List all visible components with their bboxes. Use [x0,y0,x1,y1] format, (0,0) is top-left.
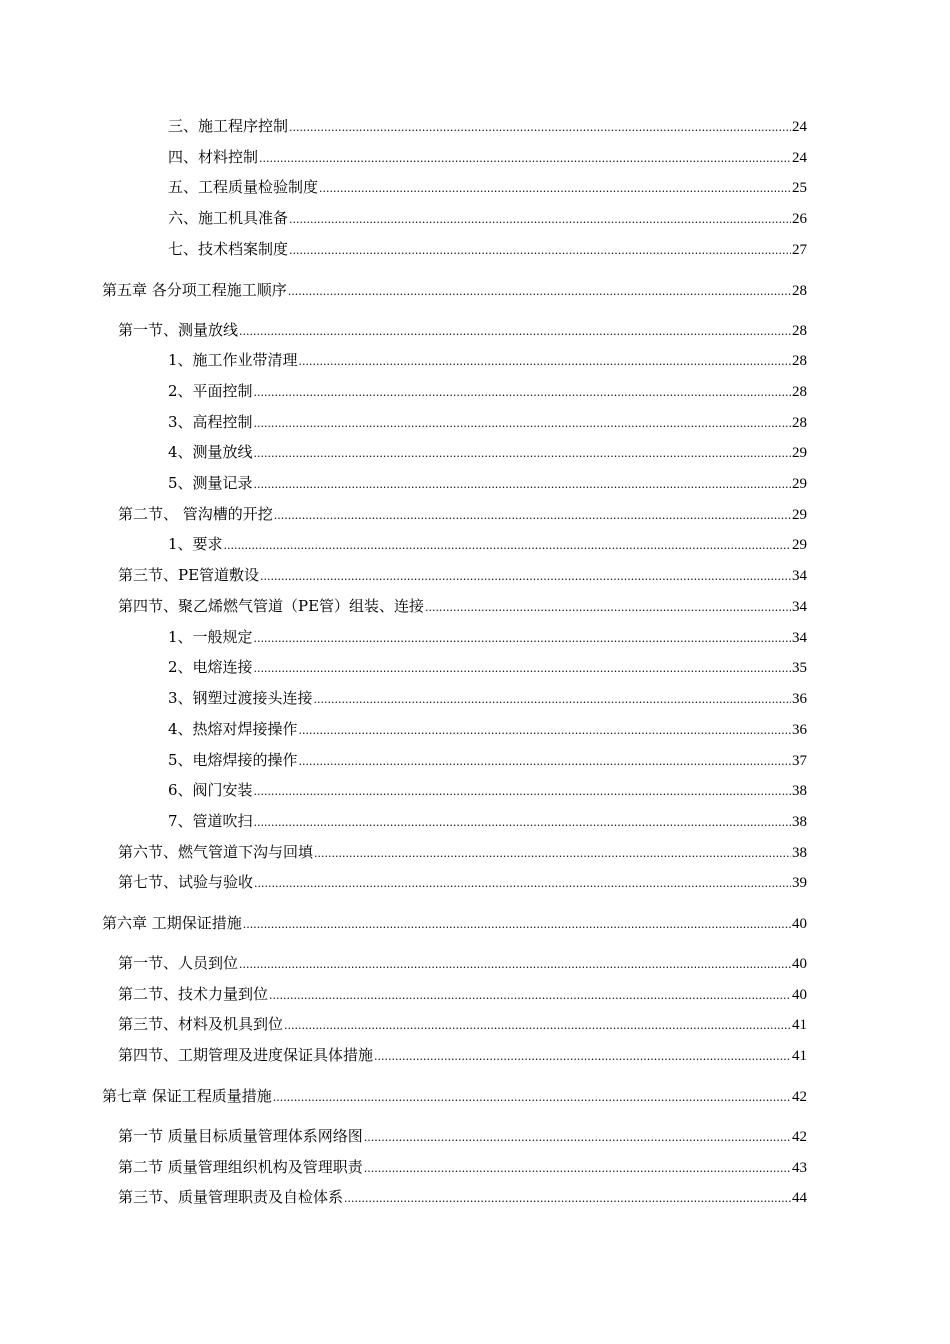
toc-entry-label: 第二节、 管沟槽的开挖 [118,505,273,523]
toc-entry[interactable] [168,626,807,648]
toc-page-number: 35 [792,660,807,676]
toc-section-entry[interactable] [118,983,807,1005]
toc-entry-label: 七、技术档案制度 [168,240,289,258]
toc-section-entry[interactable] [118,871,807,893]
toc-entry-label: 五、工程质量检验制度 [168,178,319,196]
toc-leader [364,1125,791,1149]
toc-leader [254,441,791,465]
toc-entry-label: 第七章 保证工程质量措施 [102,1087,272,1105]
toc-section-entry[interactable] [118,319,807,341]
toc-entry-label: 4、热熔对焊接操作 [168,720,298,738]
toc-leader [273,1085,791,1109]
toc-leader [254,810,791,834]
toc-entry-label: 1、一般规定 [168,628,253,646]
toc-page-number: 34 [792,568,807,584]
toc-chapter-entry[interactable] [102,279,807,301]
toc-leader [288,279,791,303]
toc-leader [254,871,791,895]
toc-entry-label: 5、测量记录 [168,474,253,492]
toc-chapter-entry[interactable] [102,1085,807,1107]
toc-entry[interactable] [168,472,807,494]
toc-page-number: 29 [792,507,807,523]
toc-entry-label: 第一节 质量目标质量管理体系网络图 [118,1127,363,1145]
toc-entry[interactable] [168,749,807,771]
toc-leader [254,472,791,496]
toc-leader [224,533,791,557]
toc-page-number: 43 [792,1160,807,1176]
toc-page-number: 24 [792,119,807,135]
toc-leader [274,503,791,527]
toc-entry-label: 第四节、聚乙烯燃气管道（PE管）组装、连接 [118,597,425,615]
toc-entry-label: 六、施工机具准备 [168,209,289,227]
toc-page-number: 34 [792,630,807,646]
toc-page-number: 24 [792,150,807,166]
toc-leader [314,687,791,711]
toc-page-number: 29 [792,476,807,492]
toc-entry-label: 第七节、试验与验收 [118,873,254,891]
toc-entry-label: 1、施工作业带清理 [168,351,298,369]
toc-page-number: 28 [792,353,807,369]
toc-entry-label: 第一节、测量放线 [118,321,239,339]
toc-leader [314,841,791,865]
toc-leader [239,319,791,343]
toc-page-number: 44 [792,1190,807,1206]
toc-section-entry[interactable] [118,1186,807,1208]
toc-entry[interactable] [168,687,807,709]
toc-entry-label: 第六节、燃气管道下沟与回填 [118,843,314,861]
toc-section-entry[interactable] [118,1125,807,1147]
toc-entry[interactable] [168,779,807,801]
toc-leader [344,1186,791,1210]
toc-entry[interactable] [168,810,807,832]
toc-leader [239,952,791,976]
toc-page-number: 41 [792,1017,807,1033]
toc-leader [319,176,791,200]
toc-chapter-entry[interactable] [102,912,807,934]
toc-leader [299,749,791,773]
toc-entry-label: 三、施工程序控制 [168,117,289,135]
toc-entry[interactable] [168,380,807,402]
toc-entry[interactable] [168,146,807,168]
toc-leader [254,656,791,680]
toc-page-number: 25 [792,180,807,196]
toc-entry[interactable] [168,411,807,433]
toc-entry-label: 第二节、技术力量到位 [118,985,269,1003]
toc-section-entry[interactable] [118,595,807,617]
toc-section-entry[interactable] [118,1044,807,1066]
toc-section-entry[interactable] [118,952,807,974]
toc-page-number: 38 [792,845,807,861]
toc-entry-label: 第二节 质量管理组织机构及管理职责 [118,1158,363,1176]
toc-leader [254,626,791,650]
toc-section-entry[interactable] [118,564,807,586]
toc-page-number: 36 [792,722,807,738]
toc-page-number: 28 [792,283,807,299]
toc-leader [364,1156,791,1180]
toc-section-entry[interactable] [118,1156,807,1178]
toc-page-number: 40 [792,987,807,1003]
toc-entry-label: 3、钢塑过渡接头连接 [168,689,313,707]
toc-page-number: 42 [792,1129,807,1145]
toc-leader [289,115,791,139]
toc-entry-label: 四、材料控制 [168,148,259,166]
toc-entry[interactable] [168,238,807,260]
toc-page-number: 38 [792,814,807,830]
toc-page-number: 41 [792,1048,807,1064]
toc-section-entry[interactable] [118,841,807,863]
toc-entry-label: 1、要求 [168,535,223,553]
toc-leader [289,238,791,262]
toc-entry[interactable] [168,656,807,678]
toc-entry-label: 7、管道吹扫 [168,812,253,830]
toc-entry-label: 2、电熔连接 [168,658,253,676]
toc-leader [254,779,791,803]
toc-entry-label: 第四节、工期管理及进度保证具体措施 [118,1046,374,1064]
toc-entry-label: 2、平面控制 [168,382,253,400]
toc-page-number: 39 [792,875,807,891]
toc-entry-label: 第三节、质量管理职责及自检体系 [118,1188,344,1206]
toc-leader [289,207,791,231]
toc-entry[interactable] [168,207,807,229]
toc-entry-label: 第三节、PE管道敷设 [118,566,260,584]
toc-page-number: 36 [792,691,807,707]
toc-entry-label: 第五章 各分项工程施工顺序 [102,281,287,299]
toc-leader [374,1044,791,1068]
toc-page-number: 38 [792,783,807,799]
toc-leader [259,146,791,170]
toc-entry-label: 6、阀门安装 [168,781,253,799]
toc-entry-label: 5、电熔焊接的操作 [168,751,298,769]
toc-section-entry[interactable] [118,1013,807,1035]
toc-entry[interactable] [168,349,807,371]
toc-page-number: 29 [792,445,807,461]
toc-page-number: 40 [792,916,807,932]
toc-page-number: 28 [792,415,807,431]
toc-page-number: 34 [792,599,807,615]
toc-entry[interactable] [168,176,807,198]
toc-entry-label: 第三节、材料及机具到位 [118,1015,284,1033]
toc-page-number: 26 [792,211,807,227]
toc-entry-label: 第六章 工期保证措施 [102,914,242,932]
toc-entry[interactable] [168,718,807,740]
toc-leader [269,983,791,1007]
toc-page-number: 37 [792,753,807,769]
toc-leader [299,718,791,742]
toc-leader [260,564,791,588]
toc-section-entry[interactable] [118,503,807,525]
toc-leader [243,912,791,936]
toc-page-number: 42 [792,1089,807,1105]
toc-page-number: 28 [792,323,807,339]
toc-leader [425,595,791,619]
toc-page-number: 40 [792,956,807,972]
toc-entry[interactable] [168,533,807,555]
toc-leader [254,380,791,404]
toc-page-number: 28 [792,384,807,400]
toc-leader [299,349,791,373]
toc-entry[interactable] [168,115,807,137]
toc-leader [284,1013,791,1037]
toc-page-number: 29 [792,537,807,553]
toc-entry-label: 4、测量放线 [168,443,253,461]
toc-entry-label: 3、高程控制 [168,413,253,431]
toc-leader [254,411,791,435]
toc-page-number: 27 [792,242,807,258]
toc-entry[interactable] [168,441,807,463]
toc-entry-label: 第一节、人员到位 [118,954,239,972]
